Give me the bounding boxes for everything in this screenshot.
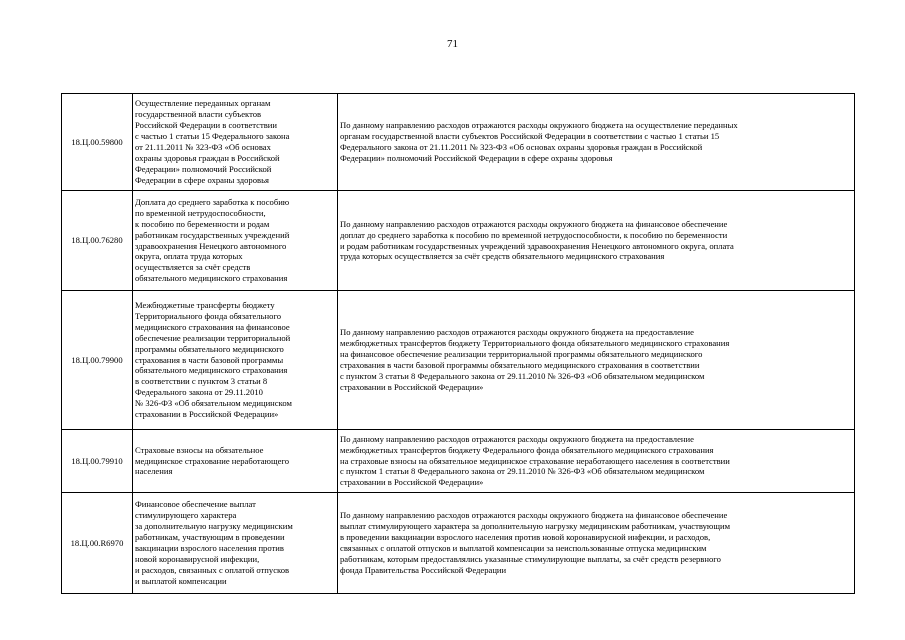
table-row — [62, 291, 855, 430]
expense-name: Финансовое обеспечение выплат стимулирующего характера за дополнительную нагрузку медицинским работникам, участвующим в проведении вакцинации взрослого населения против новой коронавирусной инфекции, и расходов, связанных с оплатой отпусков и выплатой компенсации — [133, 493, 338, 594]
table-row — [62, 94, 855, 191]
expense-name: Осуществление переданных органам государственной власти субъектов Российской Федерации в соответствии с частью 1 статьи 15 Федерального закона от 21.11.2011 № 323-ФЗ «Об основах охраны здоровья граждан в Российской Федерации» полномочий Российской Федерации в сфере охраны здоровья — [133, 94, 338, 191]
expense-description: По данному направлению расходов отражаются расходы окружного бюджета на предоставление межбюджетных трансфертов бюджету Территориального фонда обязательного медицинского страхования на финансовое обеспечение реализации территориальной программы обязательного медицинского страхования в части базовой программы обязательного медицинского страхования в соответствии с пунктом 3 статьи 8 Федерального закона от 29.11.2010 № 326-ФЗ «Об обязательном медицинском страховании в Российской Федерации» — [338, 291, 855, 430]
expense-name: Доплата до среднего заработка к пособию по временной нетрудоспособности, к пособию по беременности и родам работникам государственных учреждений здравоохранения Ненецкого автономного округа, оплата труда которых осуществляется за счёт средств обязательного медицинского страхования — [133, 191, 338, 291]
expense-code: 18.Ц.00.R6970 — [62, 493, 133, 594]
expense-code: 18.Ц.00.76280 — [62, 191, 133, 291]
table-row — [62, 493, 855, 594]
table-row — [62, 430, 855, 493]
expense-description: По данному направлению расходов отражаются расходы окружного бюджета на предоставление межбюджетных трансфертов бюджету Федерального фонда обязательного медицинского страхования на страховые взносы на обязательное медицинское страхование неработающего населения в соответствии с пунктом 1 статьи 8 Федерального закона от 29.11.2010 № 326-ФЗ «Об обязательном медицинском страховании в Российской Федерации» — [338, 430, 855, 493]
expense-code: 18.Ц.00.79900 — [62, 291, 133, 430]
expense-description: По данному направлению расходов отражаются расходы окружного бюджета на осуществление переданных органам государственной власти субъектов Российской Федерации в соответствии с частью 1 статьи 15 Федерального закона от 21.11.2011 № 323-ФЗ «Об основах охраны здоровья граждан в Российской Федерации» полномочий Российской Федерации в сфере охраны здоровья — [338, 94, 855, 191]
page-number: 71 — [447, 38, 458, 50]
expense-name: Межбюджетные трансферты бюджету Территориального фонда обязательного медицинского страхования на финансовое обеспечение реализации территориальной программы обязательного медицинского страхования в части базовой программы обязательного медицинского страхования в соответствии с пунктом 3 статьи 8 Федерального закона от 29.11.2010 № 326-ФЗ «Об обязательном медицинском страховании в Российской Федерации» — [133, 291, 338, 430]
budget-classification-table — [61, 93, 855, 594]
expense-name: Страховые взносы на обязательное медицинское страхование неработающего населения — [133, 430, 338, 493]
expense-code: 18.Ц.00.79910 — [62, 430, 133, 493]
expense-description: По данному направлению расходов отражаются расходы окружного бюджета на финансовое обеспечение выплат стимулирующего характера за дополнительную нагрузку медицинским работникам, участвующим в проведении вакцинации взрослого населения против новой коронавирусной инфекции, и расходов, связанных с оплатой отпусков и выплатой компенсации за неиспользованные отпуска медицинским работникам, которым предоставлялись указанные стимулирующие выплаты, за счёт средств резервного фонда Правительства Российской Федерации — [338, 493, 855, 594]
expense-description: По данному направлению расходов отражаются расходы окружного бюджета на финансовое обеспечение доплат до среднего заработка к пособию по временной нетрудоспособности, к пособию по беременности и родам работникам государственных учреждений здравоохранения Ненецкого автономного округа, оплата труда которых осуществляется за счёт средств обязательного медицинского страхования — [338, 191, 855, 291]
expense-code: 18.Ц.00.59800 — [62, 94, 133, 191]
table-row — [62, 191, 855, 291]
